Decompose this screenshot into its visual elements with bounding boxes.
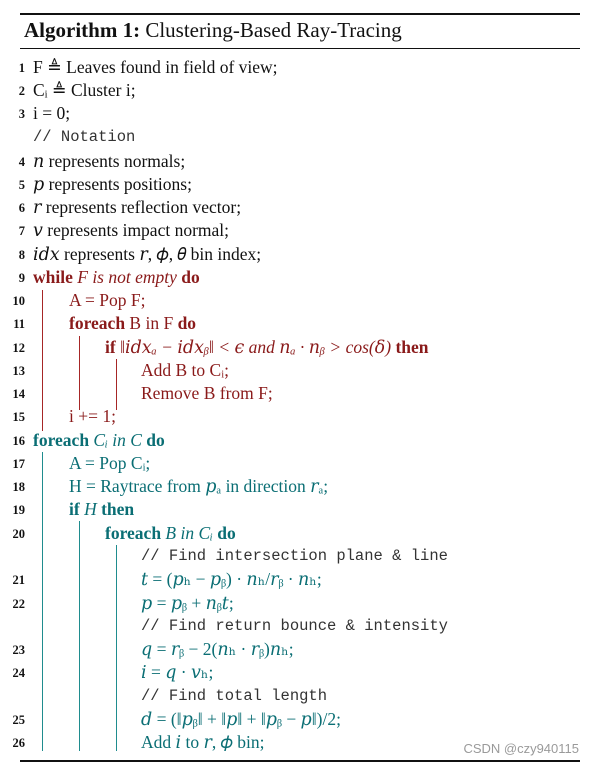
comment-text: // Find intersection plane & line [141, 547, 448, 565]
line-number: 26 [12, 736, 25, 750]
condition-text: H [84, 499, 97, 519]
line-text: H = Raytrace from 𝑝ₐ in direction 𝑟ₐ; [69, 476, 329, 496]
comment-text: // Find return bounce & intensity [141, 617, 448, 635]
loop-text: B in Cᵢ [165, 523, 213, 543]
title-rule [20, 48, 580, 49]
line-text: 𝑖 = 𝑞 · 𝑣ₕ; [141, 662, 214, 682]
line-number: 20 [12, 527, 25, 541]
line-number: 2 [18, 84, 25, 98]
line-text: Add 𝑖 to 𝑟, 𝜙 bin; [141, 732, 265, 752]
line-number: 7 [18, 224, 25, 238]
watermark: CSDN @czy940115 [463, 741, 579, 756]
line-text: F ≜ Leaves found in field of view; [33, 57, 278, 77]
algorithm-label: Algorithm 1: [24, 18, 141, 42]
comment-text: // Find total length [141, 687, 328, 705]
foreach-f-block-bar [79, 336, 80, 410]
loop-text: Cᵢ in C [93, 430, 142, 450]
keyword-do: do [177, 313, 197, 333]
line-number: 18 [12, 480, 25, 494]
keyword-if: if [69, 499, 80, 519]
algorithm-title [24, 15, 402, 45]
line-number: 21 [12, 573, 25, 587]
line-text: 𝑑 = (‖𝑝ᵦ‖ + ‖𝑝‖ + ‖𝑝ᵦ − 𝑝‖)/2; [141, 709, 341, 729]
foreach-c-block-bar [42, 452, 43, 751]
line-number: 14 [12, 387, 25, 401]
line-number: 12 [12, 341, 25, 355]
line-number: 24 [12, 666, 25, 680]
line-text: i = 0; [33, 103, 71, 123]
line-text: i += 1; [69, 406, 116, 426]
keyword-foreach: foreach [105, 523, 162, 543]
line-text: A = Pop F; [69, 290, 146, 310]
line-text: 𝑝 represents positions; [33, 174, 192, 194]
foreach-b-block-bar [116, 545, 117, 751]
line-number: 22 [12, 597, 25, 611]
line-text: 𝑣 represents impact normal; [33, 220, 230, 240]
line-text: 𝑟 represents reflection vector; [33, 197, 242, 217]
keyword-foreach: foreach [69, 313, 126, 333]
line-text: A = Pop Cᵢ; [69, 453, 151, 473]
line-number: 9 [18, 271, 25, 285]
loop-text: B in F [129, 313, 174, 333]
keyword-then: then [395, 337, 429, 357]
keyword-do: do [181, 267, 200, 287]
line-number: 1 [18, 61, 25, 75]
keyword-then: then [101, 499, 135, 519]
line-number: 16 [12, 434, 25, 448]
line-number: 13 [12, 364, 25, 378]
while-block-bar [42, 290, 43, 431]
keyword-if: if [105, 337, 116, 357]
line-text: 𝑝 = 𝑝ᵦ + 𝑛ᵦ𝑡; [141, 593, 234, 613]
line-number: 6 [18, 201, 25, 215]
condition-text: ‖𝑖𝑑𝑥ₐ − 𝑖𝑑𝑥ᵦ‖ < 𝜖 and 𝑛ₐ · 𝑛ᵦ > cos(𝛿) [120, 337, 392, 357]
line-text: Add B to Cᵢ; [141, 360, 229, 380]
algorithm-name: Clustering-Based Ray-Tracing [145, 18, 402, 42]
line-number: 19 [12, 503, 25, 517]
line-number: 4 [18, 155, 25, 169]
line-number: 23 [12, 643, 25, 657]
condition-text: F is not empty [77, 267, 177, 287]
line-number: 17 [12, 457, 25, 471]
line-number: 25 [12, 713, 25, 727]
line-text: Remove B from F; [141, 383, 273, 403]
if-h-block-bar [79, 521, 80, 751]
line-number: 8 [18, 248, 25, 262]
line-number: 3 [18, 107, 25, 121]
line-text: 𝑞 = 𝑟ᵦ − 2(𝑛ₕ · 𝑟ᵦ)𝑛ₕ; [141, 639, 294, 659]
keyword-while: while [33, 267, 73, 287]
bottom-rule [20, 760, 580, 762]
line-number: 10 [12, 294, 25, 308]
keyword-do: do [217, 523, 236, 543]
line-text: Cᵢ ≜ Cluster i; [33, 80, 136, 100]
keyword-do: do [146, 430, 165, 450]
comment-text: // Notation [33, 128, 136, 146]
line-number: 5 [18, 178, 25, 192]
keyword-foreach: foreach [33, 430, 90, 450]
line-number: 11 [13, 317, 25, 331]
line-text: 𝑖𝑑𝑥 represents 𝑟, 𝜙, 𝜃 bin index; [33, 244, 262, 264]
line-text: 𝑛 represents normals; [33, 151, 186, 171]
line-number: 15 [12, 410, 25, 424]
if-block-bar [116, 359, 117, 410]
line-text: 𝑡 = (𝑝ₕ − 𝑝ᵦ) · 𝑛ₕ/𝑟ᵦ · 𝑛ₕ; [141, 569, 322, 589]
